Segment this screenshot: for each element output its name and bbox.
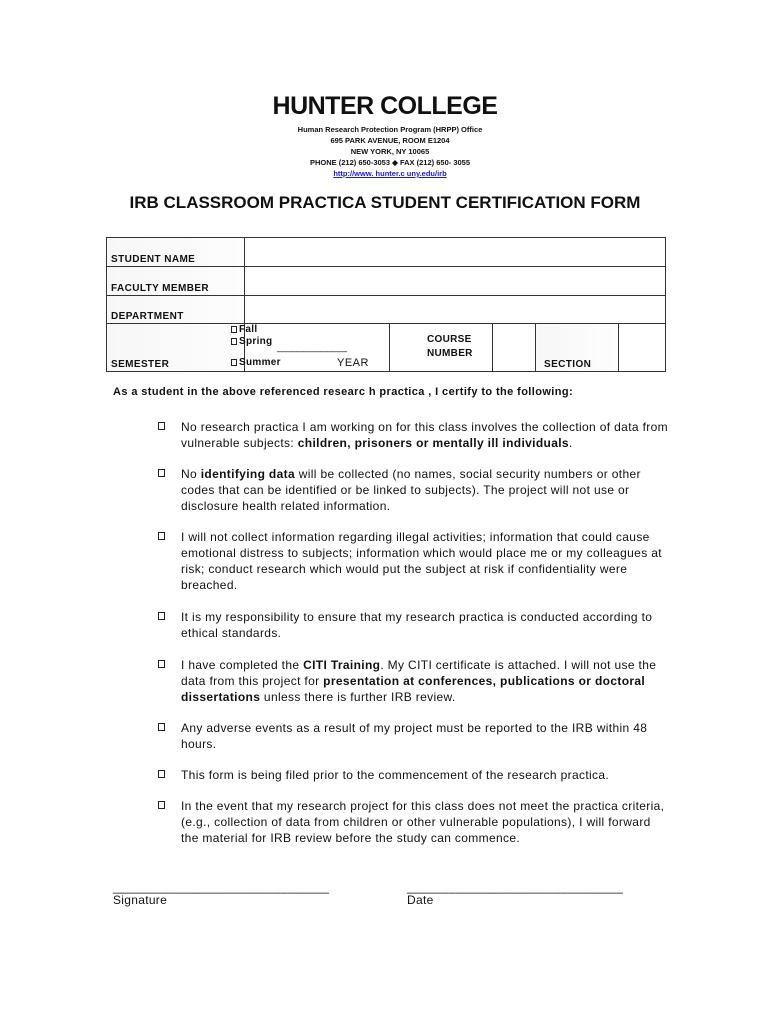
year-label: YEAR [337, 357, 369, 369]
spring-checkbox[interactable] [231, 338, 237, 345]
signature-line[interactable]: _______________________________ [113, 880, 330, 894]
date-label: Date [407, 893, 434, 907]
department-field[interactable] [245, 296, 666, 324]
item-text: I will not collect information regarding illegal activities; information that could cause emotional distress to subjects; information which would place me or my colleagues at risk; conduct research which would put the subject at risk if confidentiality were breached. [181, 530, 662, 592]
section-label: SECTION [536, 324, 619, 372]
year-line[interactable]: ____________ [277, 342, 348, 353]
item-bold-text: identifying data [200, 467, 296, 481]
spring-label: Spring [239, 336, 273, 347]
form-title: IRB CLASSROOM PRACTICA STUDENT CERTIFICATION FORM [129, 193, 641, 212]
student-name-label: STUDENT NAME [107, 238, 245, 267]
semester-options [239, 324, 390, 372]
irb-website-link[interactable]: http://www. hunter.c uny.edu/irb [333, 169, 447, 178]
faculty-member-label: FACULTY MEMBER [107, 267, 245, 296]
student-name-field[interactable] [245, 238, 666, 267]
item-checkbox[interactable] [158, 770, 165, 778]
item-checkbox[interactable] [158, 723, 165, 731]
item-text: It is my responsibility to ensure that my research practica is conducted according to ethical standards. [181, 610, 653, 640]
certification-item [158, 419, 668, 451]
department-label: DEPARTMENT [107, 296, 245, 324]
course-number-field[interactable] [493, 324, 536, 372]
address-line-1: 695 PARK AVENUE, ROOM E1204 [330, 136, 450, 145]
item-checkbox[interactable] [158, 660, 165, 668]
item-bold-text: children, prisoners or mentally ill individuals [297, 436, 569, 450]
item-text-end: will be collected (no names, social security numbers or other codes that can be identified or be linked to subjects). The project will not use or disclosure health related information. [181, 467, 641, 513]
item-text: Any adverse events as a result of my project must be reported to the IRB within 48 hours. [181, 721, 648, 751]
section-field[interactable] [619, 324, 666, 372]
item-checkbox[interactable] [158, 422, 165, 430]
summer-option[interactable] [231, 357, 281, 368]
item-text-end: unless there is further IRB review. [260, 690, 456, 704]
number-label: NUMBER [427, 348, 473, 359]
item-text-end: . [568, 436, 573, 450]
item-bold-text: CITI Training [303, 658, 381, 672]
spring-option[interactable] [231, 336, 272, 347]
certification-item [158, 529, 668, 593]
certification-item [158, 609, 668, 641]
certification-item [158, 798, 668, 846]
signature-label: Signature [113, 893, 168, 907]
item-checkbox[interactable] [158, 801, 165, 809]
item-text-middle: . My CITI certificate is attached. I will not use the data from this project for [181, 658, 657, 688]
certification-item [158, 720, 668, 752]
summer-checkbox[interactable] [231, 359, 237, 366]
address-line-2: NEW YORK, NY 10065 [350, 147, 430, 156]
item-text: No [181, 467, 201, 481]
certification-item [158, 767, 668, 783]
student-info-table [106, 237, 666, 372]
item-bold-text-2: presentation at conferences, publications or doctoral dissertations [181, 674, 646, 704]
faculty-member-field[interactable] [245, 267, 666, 296]
item-checkbox[interactable] [158, 612, 165, 620]
college-title: HUNTER COLLEGE [272, 92, 498, 120]
summer-label: Summer [239, 357, 281, 368]
item-text: I have completed the [181, 658, 304, 672]
date-line[interactable]: _______________________________ [407, 880, 624, 894]
fall-label: Fall [239, 324, 258, 335]
certification-item [158, 657, 668, 705]
fall-checkbox[interactable] [231, 326, 237, 333]
fall-option[interactable] [231, 324, 257, 335]
semester-label: SEMESTER [107, 324, 245, 372]
item-checkbox[interactable] [158, 532, 165, 540]
item-text: This form is being filed prior to the commencement of the research practica. [181, 768, 610, 782]
certify-intro: As a student in the above referenced researc h practica , I certify to the following: [113, 386, 574, 398]
course-number-label-cell [390, 324, 493, 372]
phone-fax: PHONE (212) 650-3053 ◆ FAX (212) 650- 3055 [309, 158, 471, 167]
course-label: COURSE [427, 334, 472, 345]
item-text: No research practica I am working on for this class involves the collection of data from vulnerable subjects: [181, 420, 668, 450]
item-text: In the event that my research project for this class does not meet the practica criteria, (e.g., collection of data from children or other vulnerable populations), I will forward the material for IRB review before the study can commence. [181, 799, 665, 845]
office-name: Human Research Protection Program (HRPP) Office [297, 125, 483, 134]
item-checkbox[interactable] [158, 469, 165, 477]
certification-item [158, 466, 668, 514]
